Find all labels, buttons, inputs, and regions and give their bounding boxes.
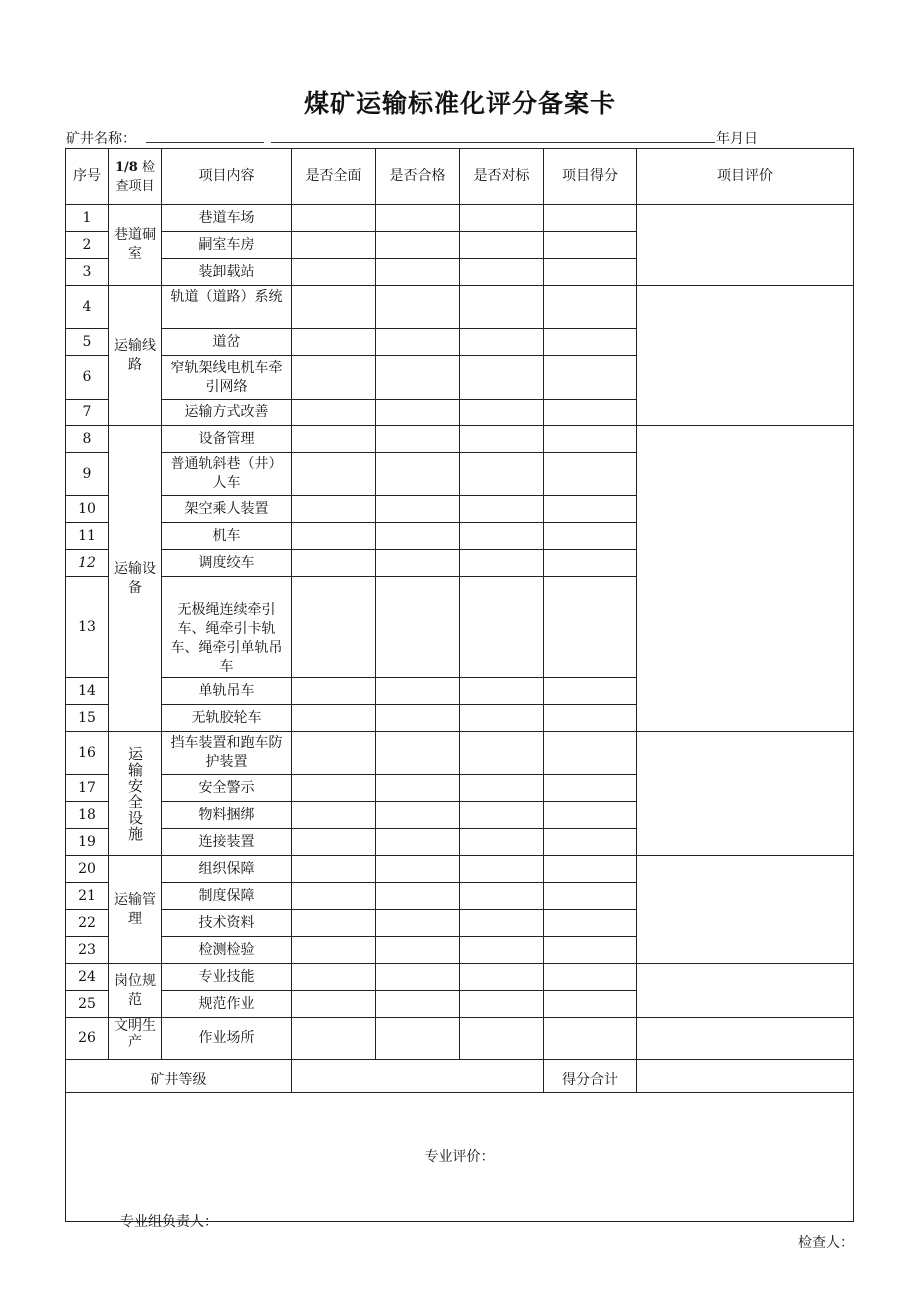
complete-cell[interactable]: [292, 550, 376, 577]
row-number: 26: [66, 1018, 109, 1060]
qualified-cell[interactable]: [376, 496, 460, 523]
row-item: 单轨吊车: [162, 678, 292, 705]
row-item: 机车: [162, 523, 292, 550]
category-cell: 文明生产: [109, 1018, 162, 1060]
qualified-cell[interactable]: [376, 678, 460, 705]
complete-cell[interactable]: [292, 732, 376, 775]
row-item: 规范作业: [162, 991, 292, 1018]
complete-cell[interactable]: [292, 937, 376, 964]
row-number: 15: [66, 705, 109, 732]
complete-cell[interactable]: [292, 775, 376, 802]
row-item: 技术资料: [162, 910, 292, 937]
row-item: 设备管理: [162, 426, 292, 453]
qualified-cell[interactable]: [376, 232, 460, 259]
benchmark-cell[interactable]: [460, 678, 544, 705]
complete-cell[interactable]: [292, 705, 376, 732]
row-number: 3: [66, 259, 109, 286]
score-cell[interactable]: [544, 829, 637, 856]
benchmark-cell[interactable]: [460, 259, 544, 286]
qualified-cell[interactable]: [376, 802, 460, 829]
score-cell[interactable]: [544, 910, 637, 937]
benchmark-cell[interactable]: [460, 453, 544, 496]
complete-cell[interactable]: [292, 964, 376, 991]
evaluation-cell[interactable]: [637, 964, 854, 1018]
benchmark-cell[interactable]: [460, 329, 544, 356]
row-number: 2: [66, 232, 109, 259]
row-item: 作业场所: [162, 1018, 292, 1060]
score-cell[interactable]: [544, 802, 637, 829]
qualified-cell[interactable]: [376, 910, 460, 937]
complete-cell[interactable]: [292, 426, 376, 453]
score-cell[interactable]: [544, 453, 637, 496]
category-cell: 运输线路: [109, 286, 162, 426]
complete-cell[interactable]: [292, 523, 376, 550]
leader-signature-label: 专业组负责人：: [120, 1214, 218, 1230]
row-item: 普通轨斜巷（井）人车: [162, 453, 292, 496]
complete-cell[interactable]: [292, 329, 376, 356]
qualified-cell[interactable]: [376, 883, 460, 910]
qualified-cell[interactable]: [376, 329, 460, 356]
complete-cell[interactable]: [292, 829, 376, 856]
complete-cell[interactable]: [292, 991, 376, 1018]
score-cell[interactable]: [544, 426, 637, 453]
page-title: 煤矿运输标准化评分备案卡: [303, 89, 616, 118]
row-number: 11: [66, 523, 109, 550]
evaluation-cell[interactable]: [637, 205, 854, 286]
qualified-cell[interactable]: [376, 259, 460, 286]
evaluation-cell[interactable]: [637, 856, 854, 964]
row-item: 制度保障: [162, 883, 292, 910]
row-item: 无极绳连续牵引车、绳牵引卡轨车、绳牵引单轨吊车: [162, 577, 292, 678]
row-number: 21: [66, 883, 109, 910]
row-item: 轨道（道路）系统: [162, 286, 292, 329]
row-item: 道岔: [162, 329, 292, 356]
benchmark-cell[interactable]: [460, 550, 544, 577]
score-cell[interactable]: [544, 205, 637, 232]
complete-cell[interactable]: [292, 577, 376, 678]
benchmark-cell[interactable]: [460, 523, 544, 550]
total-label: 得分合计: [544, 1060, 637, 1093]
benchmark-cell[interactable]: [460, 205, 544, 232]
qualified-cell[interactable]: [376, 426, 460, 453]
score-cell[interactable]: [544, 286, 637, 329]
table-row: [66, 1018, 854, 1060]
score-cell[interactable]: [544, 991, 637, 1018]
complete-cell[interactable]: [292, 400, 376, 426]
score-cell[interactable]: [544, 732, 637, 775]
professional-evaluation[interactable]: [66, 1093, 854, 1222]
row-item: 架空乘人装置: [162, 496, 292, 523]
score-cell[interactable]: [544, 523, 637, 550]
evaluation-cell[interactable]: [637, 732, 854, 856]
score-cell[interactable]: [544, 577, 637, 678]
benchmark-cell[interactable]: [460, 705, 544, 732]
benchmark-cell[interactable]: [460, 937, 544, 964]
date-label: 年月日: [716, 131, 758, 147]
qualified-cell[interactable]: [376, 705, 460, 732]
benchmark-cell[interactable]: [460, 426, 544, 453]
benchmark-cell[interactable]: [460, 232, 544, 259]
qualified-cell[interactable]: [376, 550, 460, 577]
row-item: 检测检验: [162, 937, 292, 964]
table-row: [66, 286, 854, 329]
evaluation-cell[interactable]: [637, 1018, 854, 1060]
mine-name-field[interactable]: [146, 142, 264, 143]
score-cell[interactable]: [544, 883, 637, 910]
row-number: 6: [66, 356, 109, 400]
complete-cell[interactable]: [292, 856, 376, 883]
row-number: 16: [66, 732, 109, 775]
row-number: 22: [66, 910, 109, 937]
qualified-cell[interactable]: [376, 286, 460, 329]
complete-cell[interactable]: [292, 910, 376, 937]
row-item: 巷道车场: [162, 205, 292, 232]
row-number: 4: [66, 286, 109, 329]
score-cell[interactable]: [544, 496, 637, 523]
grade-value[interactable]: [292, 1060, 544, 1093]
benchmark-cell[interactable]: [460, 1018, 544, 1060]
qualified-cell[interactable]: [376, 829, 460, 856]
table-row: [66, 732, 854, 775]
score-cell[interactable]: [544, 964, 637, 991]
row-item: 专业技能: [162, 964, 292, 991]
header-evaluation: 项目评价: [637, 149, 854, 205]
row-number: 14: [66, 678, 109, 705]
complete-cell[interactable]: [292, 496, 376, 523]
complete-cell[interactable]: [292, 259, 376, 286]
table-row: [66, 856, 854, 883]
complete-cell[interactable]: [292, 205, 376, 232]
benchmark-cell[interactable]: [460, 577, 544, 678]
row-number: 7: [66, 400, 109, 426]
qualified-cell[interactable]: [376, 991, 460, 1018]
qualified-cell[interactable]: [376, 937, 460, 964]
benchmark-cell[interactable]: [460, 991, 544, 1018]
summary-row: [66, 1060, 854, 1093]
complete-cell[interactable]: [292, 1018, 376, 1060]
total-value[interactable]: [637, 1060, 854, 1093]
evaluation-row: [66, 1093, 854, 1222]
row-number: 9: [66, 453, 109, 496]
row-number: 25: [66, 991, 109, 1018]
row-item: 装卸载站: [162, 259, 292, 286]
row-item: 嗣室车房: [162, 232, 292, 259]
table-header-row: [66, 149, 854, 205]
qualified-cell[interactable]: [376, 856, 460, 883]
complete-cell[interactable]: [292, 883, 376, 910]
row-number: 24: [66, 964, 109, 991]
benchmark-cell[interactable]: [460, 496, 544, 523]
row-item: 运输方式改善: [162, 400, 292, 426]
qualified-cell[interactable]: [376, 775, 460, 802]
row-item: 挡车装置和跑车防护装置: [162, 732, 292, 775]
benchmark-cell[interactable]: [460, 856, 544, 883]
complete-cell[interactable]: [292, 356, 376, 400]
row-number: 13: [66, 577, 109, 678]
row-number: 17: [66, 775, 109, 802]
score-table: [65, 148, 854, 1222]
category-cell: 运输安全设施: [109, 732, 162, 856]
row-number: 19: [66, 829, 109, 856]
row-item: 无轨胶轮车: [162, 705, 292, 732]
table-row: [66, 205, 854, 232]
table-row: [66, 964, 854, 991]
row-number: 8: [66, 426, 109, 453]
mine-name-field-extended[interactable]: [271, 142, 715, 143]
benchmark-cell[interactable]: [460, 802, 544, 829]
qualified-cell[interactable]: [376, 453, 460, 496]
row-number: 18: [66, 802, 109, 829]
qualified-cell[interactable]: [376, 1018, 460, 1060]
row-number: 5: [66, 329, 109, 356]
benchmark-cell[interactable]: [460, 356, 544, 400]
category-cell: 巷道硐室: [109, 205, 162, 286]
category-cell: 运输设备: [109, 426, 162, 732]
header-check-item-label: 检查项目: [115, 159, 155, 194]
benchmark-cell[interactable]: [460, 286, 544, 329]
score-cell[interactable]: [544, 775, 637, 802]
evaluation-cell[interactable]: [637, 426, 854, 732]
row-item: 连接装置: [162, 829, 292, 856]
professional-evaluation-label: 专业评价：: [424, 1148, 495, 1165]
benchmark-cell[interactable]: [460, 883, 544, 910]
mine-name-label: 矿井名称：: [66, 131, 136, 147]
qualified-cell[interactable]: [376, 577, 460, 678]
complete-cell[interactable]: [292, 286, 376, 329]
row-number: 1: [66, 205, 109, 232]
mine-name-line: [66, 126, 852, 148]
score-cell[interactable]: [544, 329, 637, 356]
grade-label: 矿井等级: [66, 1060, 292, 1093]
complete-cell[interactable]: [292, 232, 376, 259]
benchmark-cell[interactable]: [460, 775, 544, 802]
category-cell: 运输管理: [109, 856, 162, 964]
category-cell: 岗位规范: [109, 964, 162, 1018]
table-row: [66, 426, 854, 453]
inspector-signature-label: 检查人：: [798, 1235, 854, 1251]
qualified-cell[interactable]: [376, 964, 460, 991]
qualified-cell[interactable]: [376, 205, 460, 232]
header-score: 项目得分: [544, 149, 637, 205]
header-qualified: 是否合格: [376, 149, 460, 205]
complete-cell[interactable]: [292, 453, 376, 496]
score-cell[interactable]: [544, 705, 637, 732]
benchmark-cell[interactable]: [460, 964, 544, 991]
score-cell[interactable]: [544, 259, 637, 286]
header-check-item-mark: 1/8: [115, 159, 138, 175]
benchmark-cell[interactable]: [460, 829, 544, 856]
header-complete: 是否全面: [292, 149, 376, 205]
row-number: 23: [66, 937, 109, 964]
benchmark-cell[interactable]: [460, 910, 544, 937]
qualified-cell[interactable]: [376, 523, 460, 550]
benchmark-cell[interactable]: [460, 400, 544, 426]
row-item: 调度绞车: [162, 550, 292, 577]
qualified-cell[interactable]: [376, 732, 460, 775]
qualified-cell[interactable]: [376, 400, 460, 426]
complete-cell[interactable]: [292, 802, 376, 829]
row-item: 组织保障: [162, 856, 292, 883]
row-item: 安全警示: [162, 775, 292, 802]
row-item: 物料捆绑: [162, 802, 292, 829]
row-number: 20: [66, 856, 109, 883]
evaluation-cell[interactable]: [637, 286, 854, 426]
score-cell[interactable]: [544, 678, 637, 705]
score-cell[interactable]: [544, 856, 637, 883]
score-cell[interactable]: [544, 356, 637, 400]
header-benchmark: 是否对标: [460, 149, 544, 205]
qualified-cell[interactable]: [376, 356, 460, 400]
row-number: 12: [66, 550, 109, 577]
row-number: 10: [66, 496, 109, 523]
score-cell[interactable]: [544, 937, 637, 964]
header-check-item: [109, 149, 162, 205]
complete-cell[interactable]: [292, 678, 376, 705]
benchmark-cell[interactable]: [460, 732, 544, 775]
score-cell[interactable]: [544, 550, 637, 577]
header-content: 项目内容: [162, 149, 292, 205]
row-item: 窄轨架线电机车牵引网络: [162, 356, 292, 400]
score-cell[interactable]: [544, 232, 637, 259]
score-cell[interactable]: [544, 400, 637, 426]
score-cell[interactable]: [544, 1018, 637, 1060]
header-seq: 序号: [66, 149, 109, 205]
